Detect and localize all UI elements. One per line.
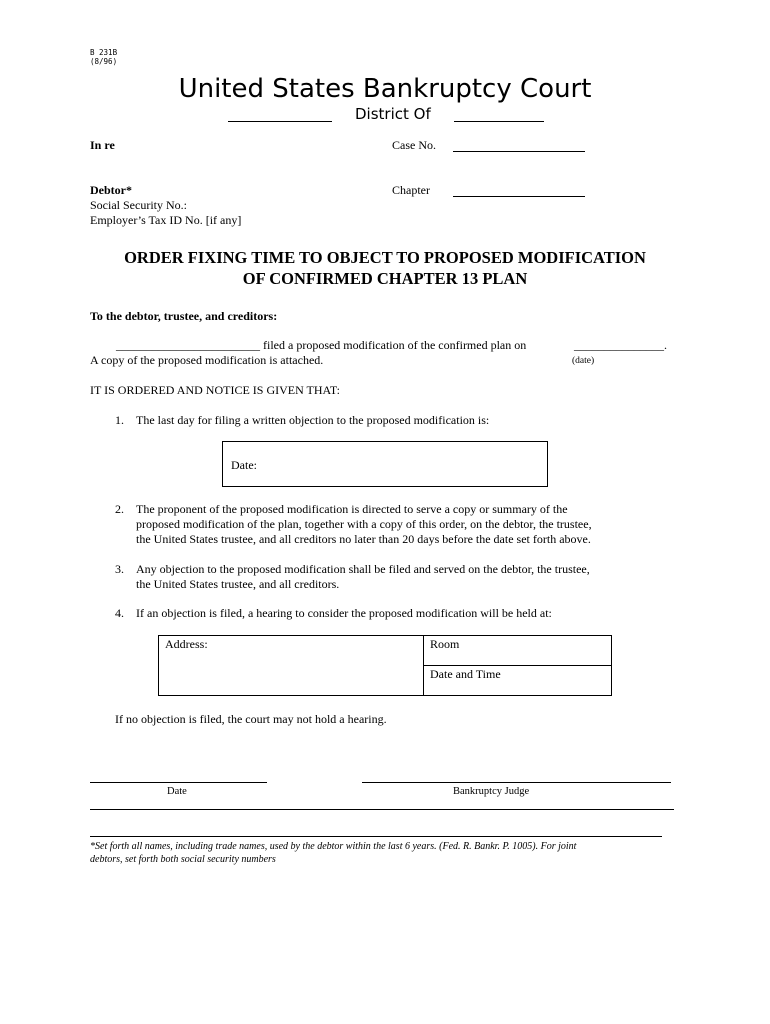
item-number: 3. <box>115 562 124 576</box>
item-number: 2. <box>115 502 124 516</box>
footnote-rule <box>90 836 662 837</box>
order-title-line2: OF CONFIRMED CHAPTER 13 PLAN <box>242 269 528 288</box>
copy-text: A copy of the proposed modification is attached. <box>90 353 324 367</box>
date-box-label: Date: <box>231 458 257 472</box>
sig-date-label: Date <box>167 786 187 797</box>
item-text: Any objection to the proposed modification shall be filed and served on the debtor, the trustee, <box>136 562 590 576</box>
district-label: District Of <box>355 105 431 123</box>
form-code: B 231B <box>90 48 118 57</box>
form-date: (8/96) <box>90 57 118 66</box>
item-text: The proponent of the proposed modification is directed to serve a copy or summary of the <box>136 502 568 516</box>
case-no-label: Case No. <box>392 138 436 152</box>
item-text: The last day for filing a written objection to the proposed modification is: <box>136 413 490 427</box>
room-cell[interactable]: Room <box>430 637 460 651</box>
table-divider <box>423 665 611 666</box>
date-time-cell[interactable]: Date and Time <box>430 667 501 681</box>
date-signature-line[interactable] <box>90 782 267 783</box>
district-blank-right <box>454 121 544 122</box>
court-title: United States Bankruptcy Court <box>178 74 592 104</box>
item-text: proposed modification of the plan, together with a copy of this order, on the debtor, the trustee, <box>136 517 592 531</box>
item-text: the United States trustee, and all creditors no later than 20 days before the date set forth above. <box>136 532 591 546</box>
ordered-heading: IT IS ORDERED AND NOTICE IS GIVEN THAT: <box>90 383 340 397</box>
ssn-label: Social Security No.: <box>90 198 187 212</box>
case-no-field[interactable] <box>453 151 585 152</box>
divider <box>90 809 674 810</box>
no-objection-note: If no objection is filed, the court may not hold a hearing. <box>115 712 387 726</box>
footnote-line1: *Set forth all names, including trade names, used by the debtor within the last 6 years. (Fed. R. Bankr. P. 1005). For joint <box>90 841 577 852</box>
addressee: To the debtor, trustee, and creditors: <box>90 309 278 323</box>
in-re-label: In re <box>90 138 115 152</box>
date-caption: (date) <box>572 356 595 366</box>
item-text: If an objection is filed, a hearing to consider the proposed modification will be held at: <box>136 606 552 620</box>
item-number: 4. <box>115 606 124 620</box>
chapter-field[interactable] <box>453 196 585 197</box>
filed-text: ________________________ filed a proposed modification of the confirmed plan on <box>116 338 527 352</box>
filed-date-blank: _______________. <box>574 338 667 352</box>
footnote-line2: debtors, set forth both social security numbers <box>90 854 276 865</box>
district-blank-left <box>228 121 332 122</box>
chapter-label: Chapter <box>392 183 430 197</box>
sig-judge-label: Bankruptcy Judge <box>453 786 530 797</box>
judge-signature-line[interactable] <box>362 782 671 783</box>
item-text: the United States trustee, and all creditors. <box>136 577 340 591</box>
address-cell[interactable]: Address: <box>165 637 208 651</box>
hearing-table <box>158 635 612 696</box>
item-number: 1. <box>115 413 124 427</box>
debtor-label: Debtor* <box>90 183 132 197</box>
tax-id-label: Employer’s Tax ID No. [if any] <box>90 213 242 227</box>
order-title-line1: ORDER FIXING TIME TO OBJECT TO PROPOSED MODIFICATION <box>124 248 646 267</box>
objection-date-box[interactable] <box>222 441 548 487</box>
